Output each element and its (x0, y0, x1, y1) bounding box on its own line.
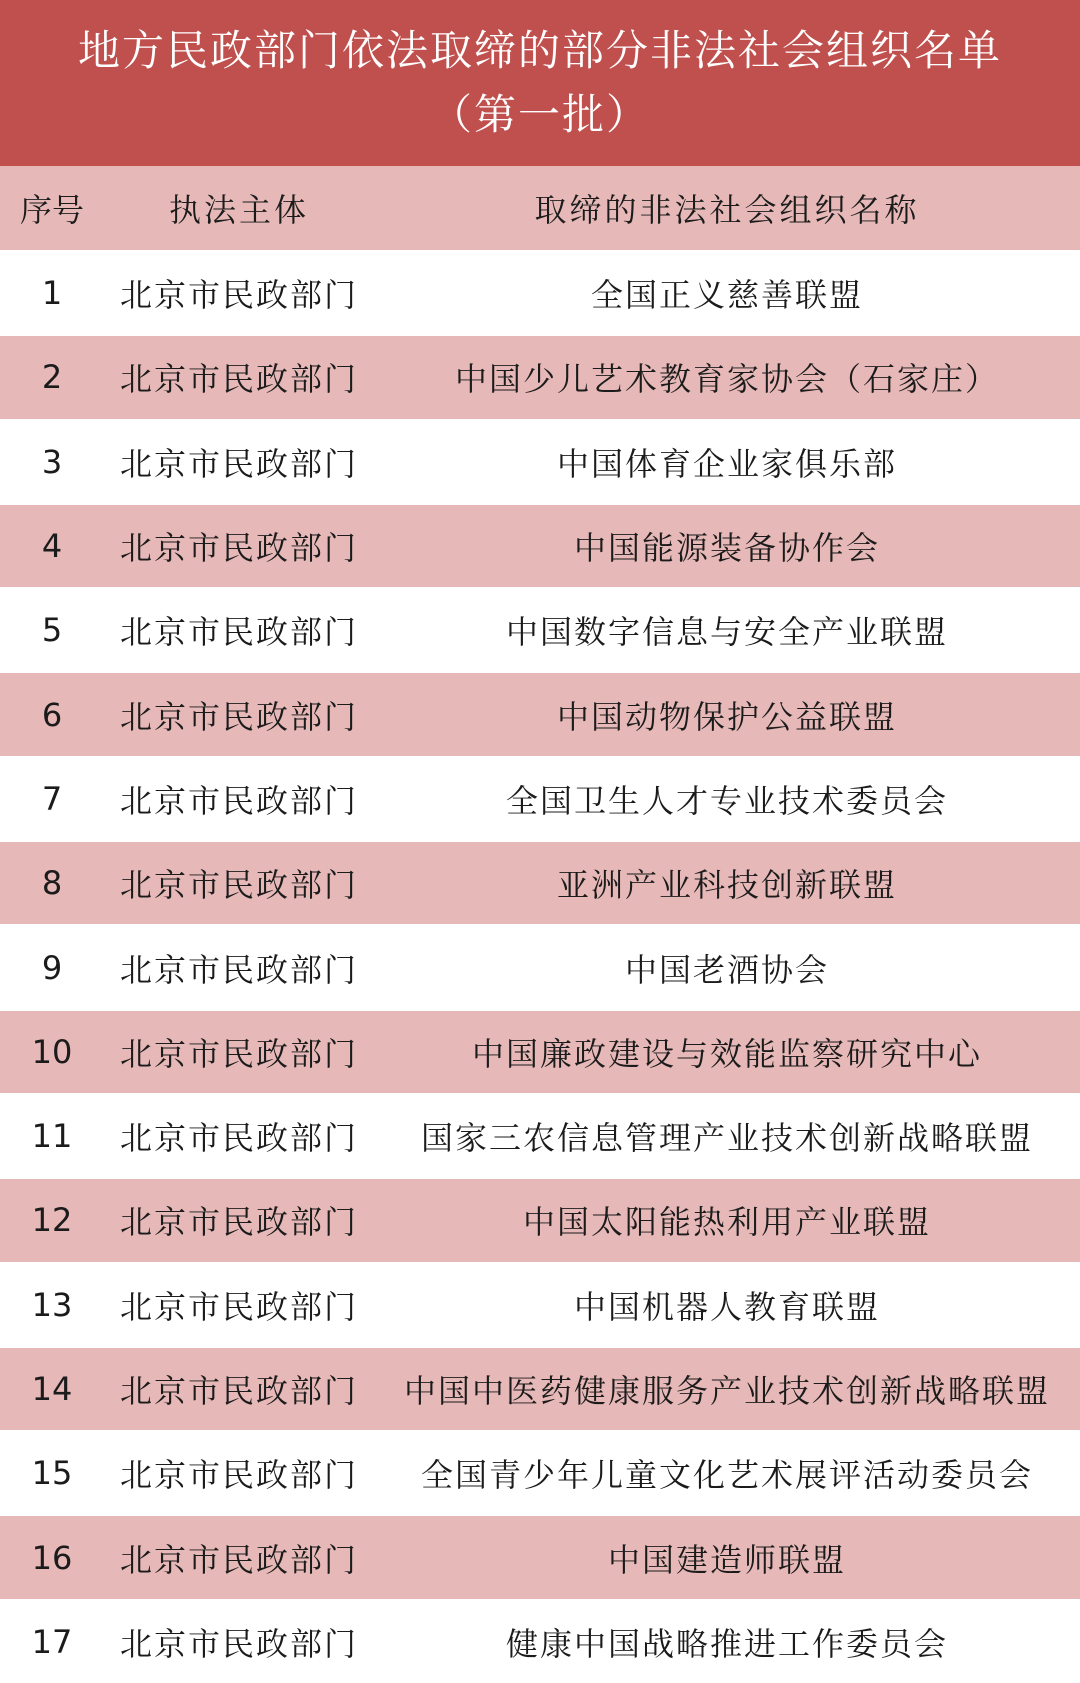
row-index: 15 (31, 1454, 73, 1493)
row-organization: 中国机器人教育联盟 (573, 1287, 880, 1326)
table-row (0, 840, 1080, 924)
table-row (0, 334, 1080, 418)
row-index: 16 (31, 1538, 73, 1577)
row-department: 北京市民政部门 (119, 529, 358, 568)
row-organization: 全国青少年儿童文化艺术展评活动委员会 (420, 1456, 1033, 1495)
table-row (0, 924, 1080, 1008)
row-organization: 中国中医药健康服务产业技术创新战略联盟 (403, 1372, 1050, 1410)
row-organization: 中国动物保护公益联盟 (556, 697, 897, 736)
row-organization: 中国老酒协会 (624, 950, 829, 989)
row-index: 4 (41, 527, 63, 566)
row-index: 13 (31, 1285, 73, 1324)
table-body (0, 250, 1080, 1683)
row-department: 北京市民政部门 (119, 950, 358, 989)
row-department: 北京市民政部门 (119, 1034, 358, 1073)
table-row (0, 1093, 1080, 1177)
table-row (0, 1430, 1080, 1514)
row-organization: 中国少儿艺术教育家协会（石家庄） (454, 360, 999, 399)
row-organization: 中国廉政建设与效能监察研究中心 (471, 1034, 982, 1073)
table-header (0, 166, 1080, 250)
header-index: 序号 (19, 191, 84, 229)
title-banner (0, 0, 1080, 166)
row-department: 北京市民政部门 (119, 613, 358, 652)
row-index: 8 (41, 864, 63, 903)
table-row (0, 587, 1080, 671)
row-index: 3 (41, 442, 63, 481)
table-row (0, 1177, 1080, 1261)
table-row (0, 756, 1080, 840)
table-row (0, 671, 1080, 755)
row-department: 北京市民政部门 (119, 866, 358, 905)
row-organization: 中国太阳能热利用产业联盟 (522, 1203, 931, 1242)
row-department: 北京市民政部门 (119, 1624, 358, 1663)
row-department: 北京市民政部门 (119, 1203, 358, 1242)
row-organization: 中国数字信息与安全产业联盟 (505, 613, 948, 652)
row-department: 北京市民政部门 (119, 1119, 358, 1158)
row-organization: 国家三农信息管理产业技术创新战略联盟 (420, 1119, 1033, 1158)
row-index: 7 (41, 779, 63, 818)
row-department: 北京市民政部门 (119, 1287, 358, 1326)
row-index: 9 (41, 948, 63, 987)
row-index: 11 (31, 1117, 73, 1156)
row-organization: 中国能源装备协作会 (573, 529, 880, 568)
table-row (0, 1262, 1080, 1346)
row-department: 北京市民政部门 (119, 276, 358, 315)
header-organization: 取缔的非法社会组织名称 (534, 191, 920, 229)
row-index: 14 (31, 1370, 73, 1408)
row-department: 北京市民政部门 (119, 1456, 358, 1495)
table-row (0, 1599, 1080, 1683)
table-row (0, 419, 1080, 503)
row-index: 10 (31, 1032, 73, 1071)
row-department: 北京市民政部门 (119, 360, 358, 399)
page-subtitle: （第一批） (429, 90, 650, 139)
row-department: 北京市民政部门 (119, 1540, 358, 1579)
table-row (0, 1514, 1080, 1598)
table-row (0, 1009, 1080, 1093)
table-row (0, 503, 1080, 587)
row-index: 6 (41, 695, 63, 734)
row-index: 2 (41, 358, 63, 397)
table-row (0, 250, 1080, 334)
row-department: 北京市民政部门 (119, 697, 358, 736)
row-organization: 中国体育企业家俱乐部 (556, 444, 897, 483)
page-title: 地方民政部门依法取缔的部分非法社会组织名单 (77, 26, 1002, 75)
row-department: 北京市民政部门 (119, 444, 358, 483)
row-organization: 健康中国战略推进工作委员会 (505, 1624, 948, 1663)
header-department: 执法主体 (168, 191, 309, 229)
row-index: 1 (41, 274, 63, 313)
row-organization: 中国建造师联盟 (607, 1540, 846, 1579)
row-index: 5 (41, 611, 63, 650)
row-organization: 亚洲产业科技创新联盟 (556, 866, 897, 905)
table-row (0, 1346, 1080, 1430)
row-organization: 全国正义慈善联盟 (590, 276, 863, 315)
row-department: 北京市民政部门 (119, 781, 358, 820)
row-organization: 全国卫生人才专业技术委员会 (505, 781, 948, 820)
row-index: 17 (31, 1622, 73, 1661)
row-index: 12 (31, 1201, 73, 1240)
row-department: 北京市民政部门 (119, 1372, 358, 1410)
